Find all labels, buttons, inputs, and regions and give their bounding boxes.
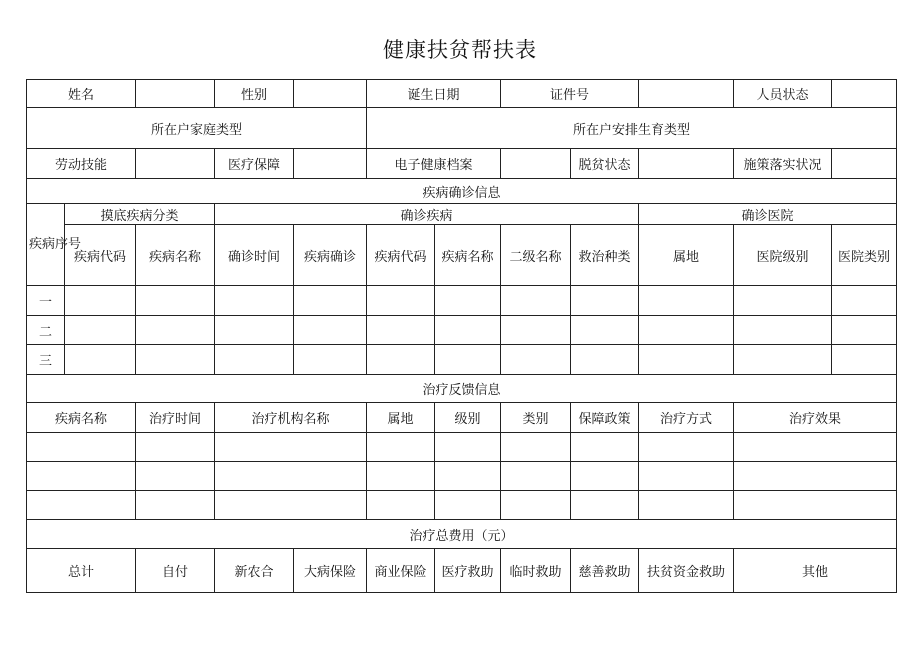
col-effect: 治疗效果 [734, 403, 897, 433]
col-locality: 属地 [367, 403, 435, 433]
col-confirm-code: 疾病代码 [367, 225, 435, 286]
screening-group-header: 摸底疾病分类 [65, 204, 215, 225]
hospital-group-header: 确诊医院 [639, 204, 897, 225]
label-poverty-status: 脱贫状态 [571, 149, 639, 179]
disease-seq-1: 一 [27, 286, 65, 316]
col-hospital-locality: 属地 [639, 225, 734, 286]
value-id-number[interactable] [639, 80, 734, 108]
label-labor-skill: 劳动技能 [27, 149, 136, 179]
col-commercial-insurance: 商业保险 [367, 549, 435, 593]
cost-columns-row [27, 549, 897, 593]
col-category: 类别 [501, 403, 571, 433]
disease-seq-2: 二 [27, 316, 65, 345]
cost-section-row [27, 520, 897, 549]
col-level: 级别 [435, 403, 501, 433]
value-poverty-status[interactable] [639, 149, 734, 179]
col-charity-aid: 慈善救助 [571, 549, 639, 593]
col-other: 其他 [734, 549, 897, 593]
col-institution-name: 治疗机构名称 [215, 403, 367, 433]
treatment-columns-row [27, 403, 897, 433]
col-hospital-category: 医院类别 [832, 225, 897, 286]
page-title: 健康扶贫帮扶表 [383, 38, 537, 62]
col-medical-aid: 医疗救助 [435, 549, 501, 593]
col-poverty-fund: 扶贫资金救助 [639, 549, 734, 593]
value-name[interactable] [136, 80, 215, 108]
disease-seq-header: 疾病序号 [27, 204, 65, 286]
treatment-section-row [27, 375, 897, 403]
confirmed-group-header: 确诊疾病 [215, 204, 639, 225]
label-policy-status: 施策落实状况 [734, 149, 832, 179]
label-medical-insurance: 医疗保障 [215, 149, 294, 179]
cost-section-title: 治疗总费用（元） [27, 520, 897, 549]
col-rural-coop: 新农合 [215, 549, 294, 593]
col-hospital-level: 医院级别 [734, 225, 832, 286]
value-health-record[interactable] [501, 149, 571, 179]
label-name: 姓名 [27, 80, 136, 108]
col-treatment-kind: 救治种类 [571, 225, 639, 286]
value-labor-skill[interactable] [136, 149, 215, 179]
basic-row-3 [27, 149, 897, 179]
col-method: 治疗方式 [639, 403, 734, 433]
label-settlement-type: 所在户安排生育类型 [367, 108, 897, 149]
treatment-row [27, 491, 897, 520]
col-screen-code: 疾病代码 [65, 225, 136, 286]
col-self-pay: 自付 [136, 549, 215, 593]
value-policy-status[interactable] [832, 149, 897, 179]
label-person-status: 人员状态 [734, 80, 832, 108]
basic-row-2 [27, 108, 897, 149]
treatment-row [27, 433, 897, 462]
diagnosis-section-title: 疾病确诊信息 [27, 179, 897, 204]
basic-row-1 [27, 80, 897, 108]
col-screen-name: 疾病名称 [136, 225, 215, 286]
label-gender: 性别 [215, 80, 294, 108]
col-critical-illness: 大病保险 [294, 549, 367, 593]
label-health-record: 电子健康档案 [367, 149, 501, 179]
treatment-row [27, 462, 897, 491]
disease-seq-3: 三 [27, 345, 65, 375]
value-medical-insurance[interactable] [294, 149, 367, 179]
col-temporary-aid: 临时救助 [501, 549, 571, 593]
health-poverty-form [26, 79, 897, 593]
col-policy: 保障政策 [571, 403, 639, 433]
col-treatment-time: 治疗时间 [136, 403, 215, 433]
diagnosis-section-row [27, 179, 897, 204]
value-gender[interactable] [294, 80, 367, 108]
treatment-section-title: 治疗反馈信息 [27, 375, 897, 403]
diagnosis-group-row [27, 204, 897, 225]
diagnosis-row [27, 345, 897, 375]
col-disease-name: 疾病名称 [27, 403, 136, 433]
diagnosis-row [27, 316, 897, 345]
col-total: 总计 [27, 549, 136, 593]
col-confirm-status: 疾病确诊 [294, 225, 367, 286]
label-household-type: 所在户家庭类型 [27, 108, 367, 149]
label-id-number: 证件号 [501, 80, 639, 108]
col-confirm-time: 确诊时间 [215, 225, 294, 286]
label-birth-date: 诞生日期 [367, 80, 501, 108]
col-secondary-name: 二级名称 [501, 225, 571, 286]
diagnosis-row [27, 286, 897, 316]
diagnosis-columns-row [27, 225, 897, 286]
value-person-status[interactable] [832, 80, 897, 108]
col-confirm-name: 疾病名称 [435, 225, 501, 286]
